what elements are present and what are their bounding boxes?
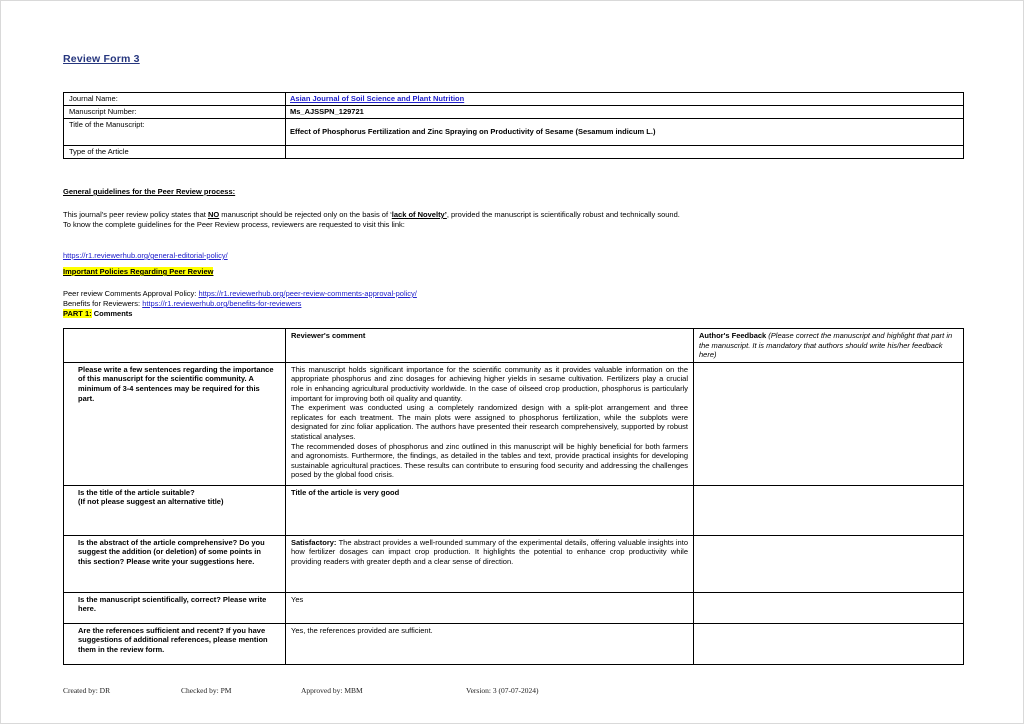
abstract-author-feedback-cell[interactable]: [694, 535, 964, 592]
comments-table: [63, 328, 964, 665]
footer-created-by: Created by: DR: [63, 686, 111, 695]
abstract-row: [64, 535, 964, 592]
part1-title: Comments: [91, 309, 133, 318]
author-feedback-column-header: Author's Feedback (Please correct the manuscript and highlight that part in the manuscript. It is mandatory that authors should write his/her feedback here): [694, 329, 964, 363]
references-row: [64, 623, 964, 664]
footer-checked-by: Checked by: PM: [181, 686, 232, 695]
importance-row: [64, 362, 964, 485]
references-question: Are the references sufficient and recent? If you have suggestions of additional references, please mention them in the review form.: [64, 623, 286, 664]
scientific-correctness-question: Is the manuscript scientifically, correct? Please write here.: [64, 592, 286, 623]
no-emphasis: NO: [207, 210, 220, 219]
importance-question: Please write a few sentences regarding the importance of this manuscript for the scientific community. A minimum of 3-4 sentences may be required for this part.: [64, 362, 286, 485]
references-comment: Yes, the references provided are sufficient.: [286, 623, 694, 664]
page-title: Review Form 3: [63, 53, 140, 65]
guidelines-section: [63, 187, 963, 261]
scientific-correctness-author-feedback-cell[interactable]: [694, 592, 964, 623]
abstract-comment: Satisfactory: The abstract provides a well-rounded summary of the experimental details, offering valuable insights into how fertilizer dosages can impact crop production. It highlights the potential to enhance crop productivity while providing readers with greater depth and a clear sense of direction.: [286, 535, 694, 592]
references-author-feedback-cell[interactable]: [694, 623, 964, 664]
guidelines-policy-text: This journal’s peer review policy states that NO manuscript should be rejected only on the basis of ‘lack of Novelty’, provided the manuscript is scientifically robust and technically sound.: [63, 210, 680, 219]
footer-version: Version: 3 (07-07-2024): [466, 686, 539, 695]
title-suitability-row: [64, 485, 964, 535]
journal-name-label: Journal Name:: [64, 93, 286, 106]
policies-section: [63, 267, 963, 319]
scientific-correctness-comment: Yes: [286, 592, 694, 623]
footer-approved-by: Approved by: MBM: [301, 686, 363, 695]
manuscript-number-value: Ms_AJSSPN_129721: [286, 106, 964, 119]
article-type-row: [64, 146, 964, 159]
journal-name-row: [64, 93, 964, 106]
reviewer-comment-column-header: Reviewer's comment: [286, 329, 694, 363]
benefits-link[interactable]: https://r1.reviewerhub.org/benefits-for-reviewers: [142, 299, 302, 308]
question-column-header: [64, 329, 286, 363]
manuscript-title-value: Effect of Phosphorus Fertilization and Zinc Spraying on Productivity of Sesame (Sesamum indicum L.): [286, 119, 964, 146]
approval-policy-line: Peer review Comments Approval Policy: https://r1.reviewerhub.org/peer-review-comments-approval-policy/: [63, 289, 417, 298]
guidelines-visit-text: To know the complete guidelines for the Peer Review process, reviewers are requested to visit this link:: [63, 220, 405, 229]
comments-table-header-row: [64, 329, 964, 363]
title-suitability-author-feedback-cell[interactable]: [694, 485, 964, 535]
lack-of-novelty-emphasis: lack of Novelty’: [391, 210, 447, 219]
scientific-correctness-row: [64, 592, 964, 623]
journal-name-link[interactable]: Asian Journal of Soil Science and Plant Nutrition: [290, 94, 465, 103]
manuscript-title-label: Title of the Manuscript:: [64, 119, 286, 146]
article-type-label: Type of the Article: [64, 146, 286, 159]
benefits-line: Benefits for Reviewers: https://r1.reviewerhub.org/benefits-for-reviewers: [63, 299, 302, 308]
abstract-comment-lead: Satisfactory:: [291, 537, 337, 547]
manuscript-title-row: [64, 119, 964, 146]
guidelines-heading: General guidelines for the Peer Review process:: [63, 187, 236, 196]
manuscript-number-label: Manuscript Number:: [64, 106, 286, 119]
importance-author-feedback-cell[interactable]: [694, 362, 964, 485]
article-type-value[interactable]: [286, 146, 964, 159]
approval-policy-link[interactable]: https://r1.reviewerhub.org/peer-review-comments-approval-policy/: [198, 289, 417, 298]
importance-comment: This manuscript holds significant importance for the scientific community as it provides valuable information on the appropriate phosphorus and zinc dosages for achieving higher yields in sesame cultivation. Fertilizers play a crucial role in enhancing agricultural productivity worldwide. In the case of oilseed crop production, phosphorus is particularly important for improving both oil quality and quantity. The experiment was conducted using a completely randomized design with a split-plot arrangement and three replicates for each treatment. The main plots were assigned to phosphorus fertilization, while the subplots were designated for zinc foliar application. The authors have presented their research comprehensively, supported by robust statistical analyses. The recommended doses of phosphorus and zinc outlined in this manuscript will be highly beneficial for both farmers and agronomists. Furthermore, the findings, as detailed in the tables and text, provide practical insights for developing sustainable agricultural practices. These results can contribute to ensuring food security and addressing the challenges posed by the global food crisis.: [286, 362, 694, 485]
important-policies-heading: Important Policies Regarding Peer Review: [63, 267, 214, 276]
title-suitability-question: Is the title of the article suitable? (If not please suggest an alternative title): [64, 485, 286, 535]
title-suitability-comment: Title of the article is very good: [286, 485, 694, 535]
part1-line: [63, 309, 963, 319]
manuscript-number-row: [64, 106, 964, 119]
abstract-question: Is the abstract of the article comprehensive? Do you suggest the addition (or deletion) of some points in this section? Please write your suggestions here.: [64, 535, 286, 592]
part1-label: PART 1:: [63, 309, 92, 318]
general-editorial-policy-link[interactable]: https://r1.reviewerhub.org/general-editorial-policy/: [63, 251, 228, 260]
manuscript-info-table: [63, 92, 964, 159]
